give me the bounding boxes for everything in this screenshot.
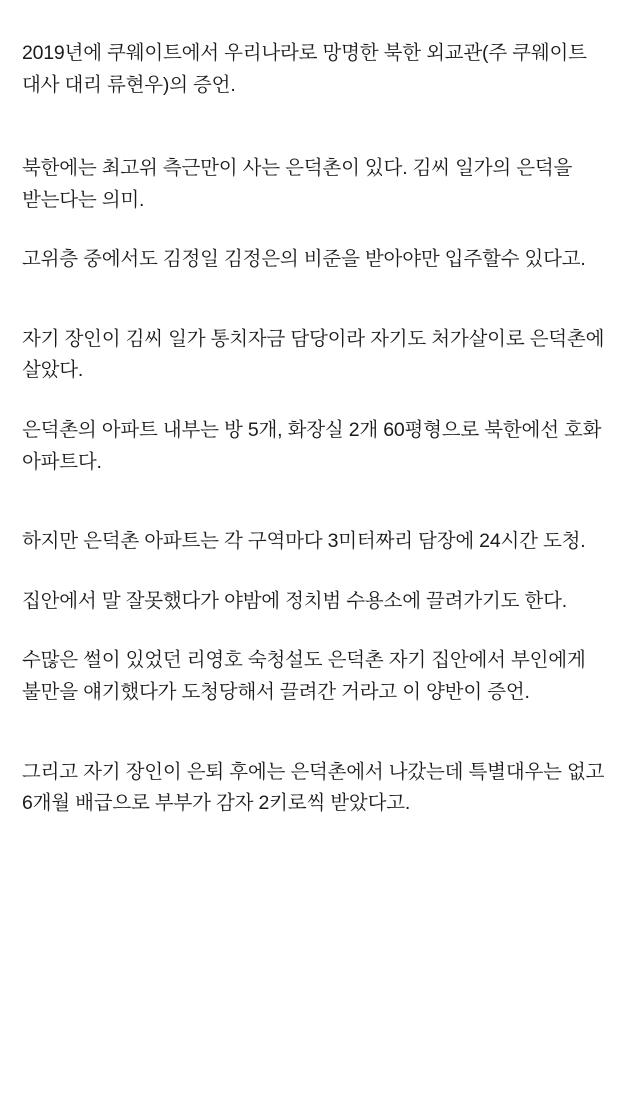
spacer <box>22 276 618 324</box>
paragraph-7: 집안에서 말 잘못했다가 야밤에 정치범 수용소에 끌려가기도 한다. <box>22 589 567 612</box>
paragraph-8: 수많은 썰이 있었던 리영호 숙청설도 은덕촌 자기 집안에서 부인에게 불만을 얘기했다가 도청당해서 끌려간 거라고 이 양반이 증언. <box>22 649 586 703</box>
spacer <box>22 478 618 526</box>
paragraph-6: 하지만 은덕촌 아파트는 각 구역마다 3미터짜리 담장에 24시간 도청. <box>22 530 586 553</box>
spacer <box>22 216 618 244</box>
spacer <box>22 387 618 415</box>
spacer <box>22 617 618 645</box>
paragraph-4: 자기 장인이 김씨 일가 통치자금 담당이라 자기도 처가살이로 은덕촌에 살았다. <box>22 327 605 382</box>
paragraph-5: 은덕촌의 아파트 내부는 방 5개, 화장실 2개 60평형으로 북한에선 호화 아파트다. <box>22 419 602 473</box>
paragraph-2: 북한에는 최고위 측근만이 사는 은덕촌이 있다. 김씨 일가의 은덕을 받는다는 의미. <box>22 157 573 211</box>
spacer <box>22 101 618 153</box>
paragraph-9: 그리고 자기 장인이 은퇴 후에는 은덕촌에서 나갔는데 특별대우는 없고 6개월 배급으로 부부가 감자 2키로씩 받았다고. <box>22 760 605 815</box>
paragraph-1: 2019년에 쿠웨이트에서 우리나라로 망명한 북한 외교관(주 쿠웨이트 대사 대리 류현우)의 증언. <box>22 42 587 96</box>
spacer <box>22 709 618 757</box>
spacer <box>22 558 618 586</box>
paragraph-3: 고위층 중에서도 김정일 김정은의 비준을 받아야만 입주할수 있다고. <box>22 248 586 271</box>
